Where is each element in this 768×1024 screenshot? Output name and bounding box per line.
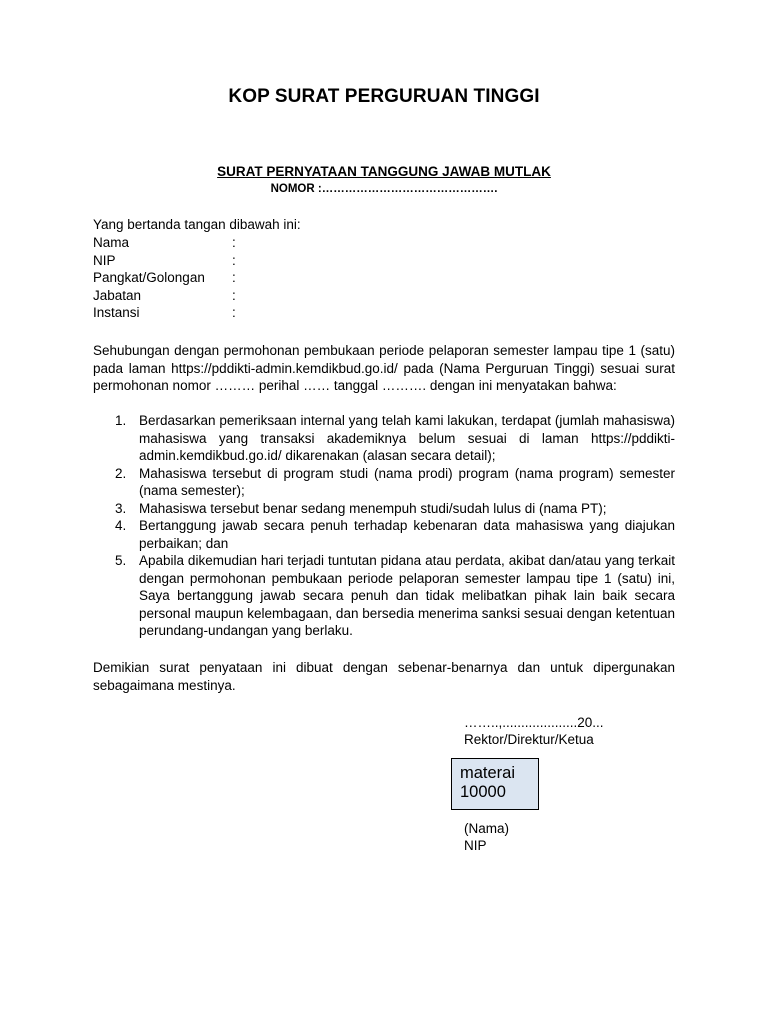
list-number: 4. xyxy=(115,518,127,533)
field-colon: : xyxy=(232,270,236,285)
field-nip xyxy=(93,252,393,270)
field-instansi xyxy=(93,304,393,322)
statement-list xyxy=(93,412,675,640)
field-label: Pangkat/Golongan xyxy=(93,270,205,285)
stamp-label: materai xyxy=(460,764,516,782)
letterhead: KOP SURAT PERGURUAN TINGGI xyxy=(228,86,540,107)
signatory-nip: NIP xyxy=(464,838,487,853)
field-colon: : xyxy=(232,252,236,268)
letter-title-text: SURAT PERNYATAAN TANGGUNG JAWAB MUTLAK xyxy=(217,164,551,179)
field-colon: : xyxy=(232,287,236,303)
list-item xyxy=(93,552,675,640)
opening-paragraph: Sehubungan dengan permohonan pembukaan periode pelaporan semester lampau tipe 1 (satu) pada laman https://pddikti-admin.kemdikbud.go.id/ pada (Nama Perguruan Tinggi) sesuai surat permohonan nomor ……… perihal …… tanggal ………. dengan ini menyatakan bahwa: xyxy=(93,343,675,393)
field-label: NIP xyxy=(93,252,116,268)
signature-date: ……..,....................20... xyxy=(464,715,604,730)
list-item xyxy=(93,517,675,552)
identity-fields xyxy=(93,234,393,322)
list-item xyxy=(93,500,675,518)
materai-stamp-box xyxy=(451,758,539,810)
field-jabatan xyxy=(93,287,393,305)
stamp-value: 10000 xyxy=(460,783,506,801)
list-number: 5. xyxy=(115,553,127,568)
list-number: 3. xyxy=(115,500,127,516)
field-nama xyxy=(93,234,393,252)
list-text: Mahasiswa tersebut di program studi (nama prodi) program (nama program) semester (nama semester); xyxy=(139,465,675,498)
letter-number: NOMOR :………………………………………. xyxy=(270,183,498,195)
field-label: Nama xyxy=(93,235,130,250)
field-label: Jabatan xyxy=(93,287,142,303)
list-text: Mahasiswa tersebut benar sedang menempuh studi/sudah lulus di (nama PT); xyxy=(139,500,607,516)
field-pangkat xyxy=(93,269,393,287)
list-text: Berdasarkan pemeriksaan internal yang telah kami lakukan, terdapat (jumlah mahasiswa) mahasiswa yang transaksi akademiknya belum sesuai di laman https://pddikti-admin.kemdikbud.go.id/ dikarenakan (alasan secara detail); xyxy=(139,413,675,463)
list-number: 2. xyxy=(115,465,127,481)
field-colon: : xyxy=(232,235,236,250)
letter-title xyxy=(0,164,768,179)
closing-paragraph: Demikian surat penyataan ini dibuat dengan sebenar-benarnya dan untuk dipergunakan sebagaimana mestinya. xyxy=(93,660,675,693)
intro-text: Yang bertanda tangan dibawah ini: xyxy=(93,217,301,232)
list-text: Bertanggung jawab secara penuh terhadap kebenaran data mahasiswa yang diajukan perbaikan; dan xyxy=(139,518,675,551)
list-item xyxy=(93,412,675,465)
list-number: 1. xyxy=(115,413,127,428)
field-colon: : xyxy=(232,305,236,320)
list-item xyxy=(93,465,675,500)
signatory-name: (Nama) xyxy=(464,821,510,836)
signature-role: Rektor/Direktur/Ketua xyxy=(464,732,594,747)
field-label: Instansi xyxy=(93,305,140,320)
list-text: Apabila dikemudian hari terjadi tuntutan pidana atau perdata, akibat dan/atau yang terkait dengan permohonan pembukaan periode pelaporan semester lampau tipe 1 (satu) ini, Saya bertanggung jawab secara penuh dan tidak melibatkan pihak lain baik secara personal maupun kelembagaan, dan bersedia menerima sanksi sesuai dengan ketentuan perundang-undangan yang berlaku. xyxy=(139,553,675,638)
